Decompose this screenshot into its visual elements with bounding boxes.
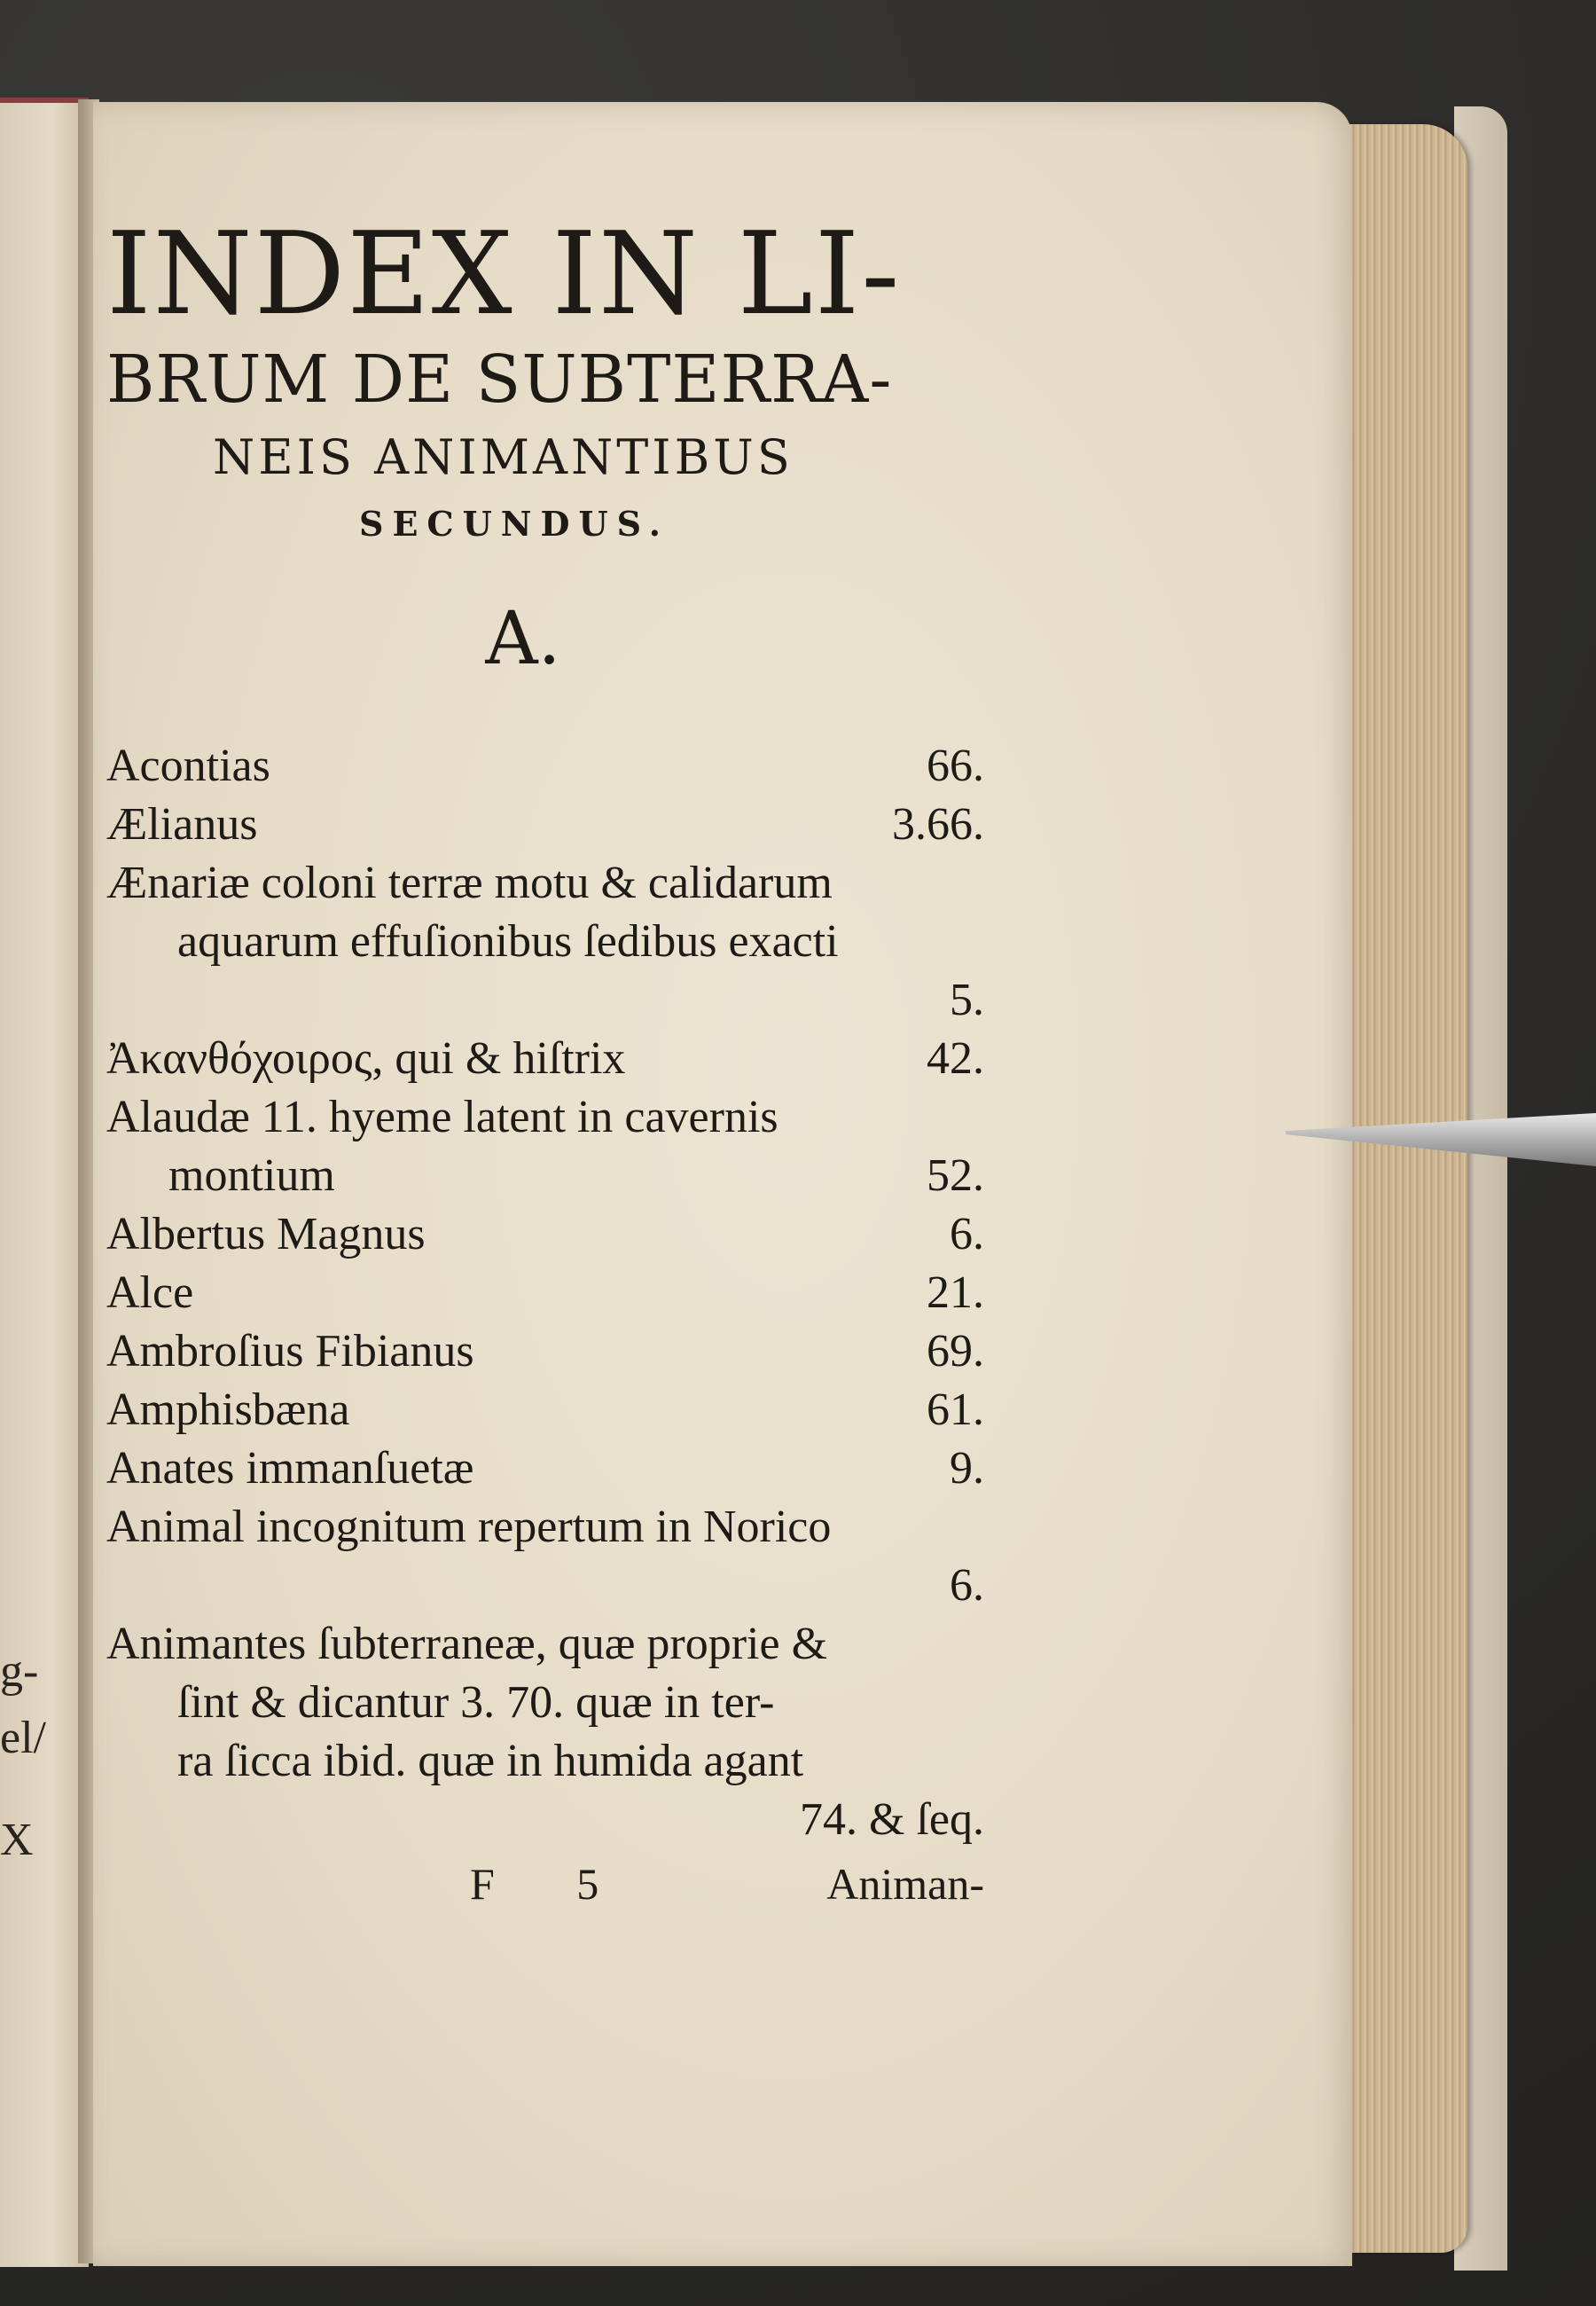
left-facing-page — [0, 98, 89, 2267]
entry-page: 3.66. — [892, 799, 984, 850]
entry-label: Acontias — [106, 741, 270, 791]
entry-page: 66. — [927, 741, 984, 791]
entry-page: 61. — [927, 1384, 984, 1435]
entry-label: Ænariæ coloni terræ motu & calidarum — [106, 858, 833, 908]
entry-label: Anates immanſuetæ — [106, 1443, 474, 1494]
index-entry — [106, 737, 984, 796]
entry-label: Ambroſius Fibianus — [106, 1326, 474, 1377]
index-entry — [106, 796, 984, 854]
entry-page: 52. — [927, 1150, 984, 1201]
signature-mark: F 5 — [470, 1859, 635, 1909]
entry-label: Alce — [106, 1267, 194, 1318]
entry-page: 9. — [950, 1443, 984, 1494]
left-fragment-2: el/ — [0, 1713, 46, 1763]
entry-page: 69. — [927, 1326, 984, 1377]
index-entry — [106, 1088, 984, 1205]
entry-label-continued-row — [106, 1147, 984, 1205]
index-entry — [106, 1264, 984, 1322]
left-fragment-1: g- — [0, 1646, 39, 1697]
entry-page: 42. — [927, 1033, 984, 1084]
page-text — [106, 208, 984, 1913]
entry-label: Albertus Magnus — [106, 1209, 426, 1259]
index-entry — [106, 854, 984, 1030]
entry-page: 74. & ſeq. — [800, 1794, 984, 1845]
title-line-2: BRUM DE SUBTERRA- — [106, 341, 893, 418]
entry-label: Alaudæ 11. hyeme latent in cavernis — [106, 1092, 778, 1142]
title-line-3: NEIS ANIMANTIBUS — [213, 429, 794, 485]
index-entry — [106, 1381, 984, 1439]
entry-label: Animal incognitum repertum in Norico — [106, 1502, 832, 1552]
entry-label-continued: aquarum effuſionibus ſedibus exacti — [177, 916, 839, 967]
entry-label: Ἀκανθόχοιρος, qui & hiſtrix — [106, 1033, 626, 1084]
page-block-edges — [1334, 124, 1467, 2253]
entry-label-continued: montium — [168, 1150, 335, 1201]
index-entry — [106, 1615, 984, 1849]
index-entry — [106, 1439, 984, 1498]
index-entries — [106, 737, 984, 1913]
entry-page: 6. — [950, 1560, 984, 1611]
left-fragment-3: X — [0, 1815, 34, 1865]
entry-label-continued: ra ſicca ibid. quæ in humida agant — [177, 1736, 804, 1786]
entry-label-continued: ſint & dicantur 3. 70. quæ in ter- — [177, 1677, 775, 1728]
entry-label: Amphisbæna — [106, 1384, 350, 1435]
index-entry — [106, 1498, 984, 1615]
entry-label: Ælianus — [106, 799, 258, 850]
entry-page: 21. — [927, 1267, 984, 1318]
index-entry — [106, 1322, 984, 1381]
index-entry — [106, 1030, 984, 1088]
catchword: Animan- — [826, 1859, 984, 1909]
entry-page: 5. — [950, 975, 984, 1025]
section-letter: A. — [485, 597, 561, 681]
index-entry — [106, 1205, 984, 1264]
left-page-fragments — [0, 1641, 71, 1876]
entry-page: 6. — [950, 1209, 984, 1259]
title-line-1: INDEX IN LI- — [106, 208, 902, 341]
page-footer — [106, 1855, 984, 1913]
title-line-4: SECUNDUS. — [359, 504, 669, 544]
entry-label: Animantes ſubterraneæ, quæ proprie & — [106, 1619, 828, 1669]
pointer-tool-icon — [1286, 1113, 1596, 1166]
